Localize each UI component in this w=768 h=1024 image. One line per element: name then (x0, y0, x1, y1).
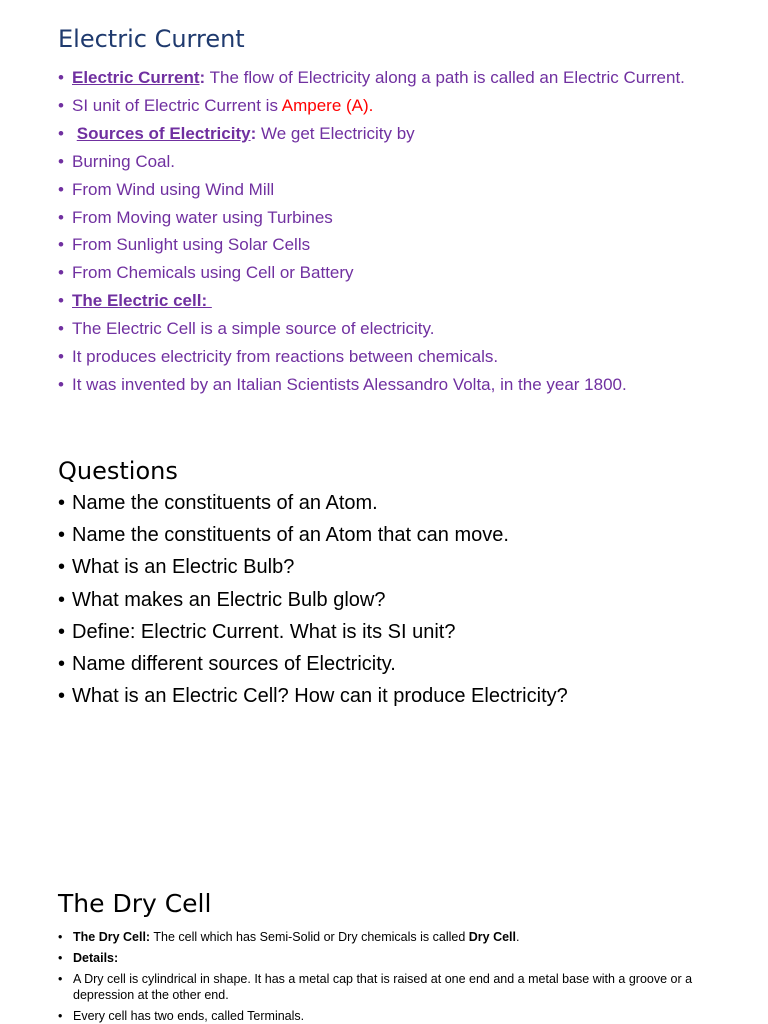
term-label: Sources of Electricity (76, 123, 251, 143)
item-text: The flow of Electricity along a path is called an Electric Current. (205, 68, 685, 87)
list-item (58, 120, 728, 148)
item-text: We get Electricity by (256, 123, 415, 143)
item-text: The Electric Cell is a simple source of electricity. (72, 319, 435, 339)
term-colon: : (250, 123, 257, 143)
list-item (58, 343, 728, 371)
item-text: The cell which has Semi-Solid or Dry chemicals is called (150, 930, 469, 944)
list-item (58, 929, 728, 945)
item-text: Every cell has two ends, called Terminals. (73, 1009, 305, 1023)
list-item (58, 371, 728, 399)
list-item (58, 231, 728, 259)
list-item (58, 971, 728, 1003)
question-item: • What makes an Electric Bulb glow? (58, 584, 728, 616)
term-colon: : (199, 68, 206, 87)
item-text: From Chemicals using Cell or Battery (72, 263, 354, 283)
question-item: • What is an Electric Bulb? (58, 551, 728, 583)
question-item: • Name the constituents of an Atom. (58, 487, 728, 519)
item-text: A Dry cell is cylindrical in shape. It has a metal cap that is raised at one end and a metal base with a groove or a depression at the other end. (73, 972, 693, 1002)
term-label: Details: (73, 951, 119, 965)
item-text: It was invented by an Italian Scientists Alessandro Volta, in the year 1800. (72, 374, 627, 394)
list-item (58, 287, 728, 315)
slide-title: Electric Current (58, 25, 245, 53)
list-item (58, 92, 728, 120)
term-label: Electric Current (72, 68, 200, 87)
term-label: The Dry Cell: (73, 930, 151, 944)
list-item (58, 950, 728, 966)
item-text: From Sunlight using Solar Cells (72, 235, 311, 255)
question-item: • Name different sources of Electricity. (58, 648, 728, 680)
item-text-end: . (516, 930, 520, 944)
list-item (58, 259, 728, 287)
question-item: • Define: Electric Current. What is its SI unit? (58, 616, 728, 648)
list-item (58, 176, 728, 204)
electric-current-slide (58, 22, 728, 399)
list-item (58, 148, 728, 176)
slide-title: Questions (58, 457, 178, 485)
bold-term: Dry Cell (468, 930, 516, 944)
slide-title: The Dry Cell (58, 889, 212, 918)
highlight-text: Ampere (A). (281, 95, 374, 115)
question-item: • Name the constituents of an Atom that can move. (58, 519, 728, 551)
list-item (58, 315, 728, 343)
question-list (58, 487, 728, 712)
list-item (58, 204, 728, 232)
dry-cell-slide (58, 886, 728, 1024)
term-label: The Electric cell: (72, 291, 212, 311)
item-text: From Wind using Wind Mill (72, 179, 275, 199)
item-text: SI unit of Electric Current is (72, 95, 282, 115)
bullet-list (58, 929, 728, 1024)
item-text: From Moving water using Turbines (72, 207, 333, 227)
question-item: • What is an Electric Cell? How can it produce Electricity? (58, 680, 728, 712)
bullet-list (58, 64, 728, 399)
list-item (58, 64, 728, 92)
item-text: Burning Coal. (72, 151, 176, 171)
item-text: It produces electricity from reactions between chemicals. (72, 347, 499, 367)
questions-slide (58, 455, 728, 712)
list-item (58, 1008, 728, 1024)
